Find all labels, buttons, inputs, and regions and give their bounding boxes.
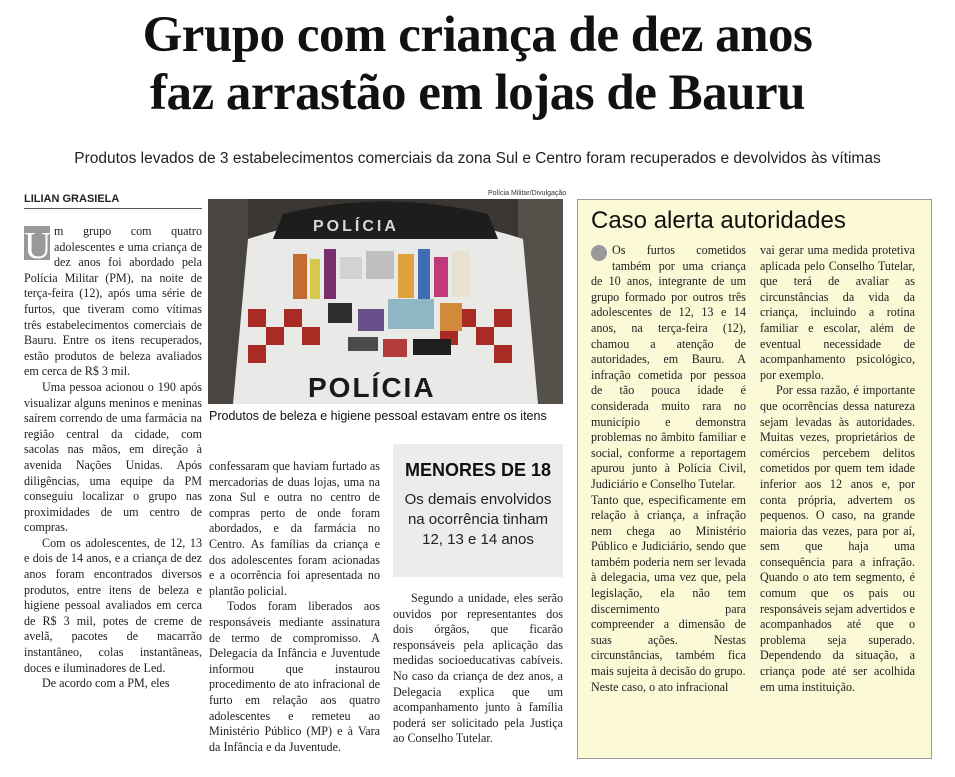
headline-line-1: Grupo com criança de dez anos (142, 7, 813, 63)
paragraph: Neste caso, o ato infracional (591, 679, 729, 694)
photo-credit: Polícia Militar/Divulgação (488, 190, 567, 197)
headline-line-2: faz arrastão em lojas de Bauru (150, 65, 805, 121)
paragraph (24, 224, 202, 380)
paragraph-text: m grupo com quatro adolescentes e uma criança de dez anos foi abordado pela Polícia Militar (PM), na noite de terça-feira (12), após uma série de furtos, que tiveram como vítimas três estabelecimentos comerciais de Bauru. Entre os itens recuperados, estão produtos de beleza avaliados em cerca de R$ 3 mil. (24, 224, 202, 379)
paragraph: Todos foram liberados aos responsáveis mediante assinatura de termo de compromisso. A Delegacia da Infância e Juventude informou que instaurou procedimento de ato infracional de furto em relação aos quatro adolescentes e remeteu ao Ministério Público (MP) e à Vara da Infância e da Juventude. (209, 599, 380, 754)
callout-box (393, 444, 563, 577)
car-windshield-text: POLÍCIA (313, 218, 399, 235)
sidebar-title: Caso alerta autoridades (591, 207, 846, 234)
headline (0, 6, 955, 122)
police-car-photo (208, 199, 563, 404)
paragraph: Uma pessoa acionou o 190 após visualizar alguns meninos e meninas saírem correndo de uma farmácia na região central da cidade, com sacolas nas mãos, em direção à avenida Nações Unidas. Após diligências, uma equipe da PM conseguiu localizar o grupo nas proximidades de um centro de compras. (24, 379, 202, 535)
callout-title: MENORES DE 18 (404, 460, 552, 480)
sidebar-column-1 (591, 243, 746, 695)
paragraph: vai gerar uma medida protetiva aplicada pelo Conselho Tutelar, que terá de avaliar as circunstâncias da vida da criança, incluindo a rotina familiar e escolar, além de eventual necessidade de acompanhamento psicológico, por exemplo. (760, 243, 915, 382)
callout-body: Os demais envolvidos na ocorrência tinham 12, 13 e 14 anos (404, 491, 552, 548)
paragraph: Segundo a unidade, eles serão ouvidos por representantes dos dois órgãos, que ficarão responsáveis pela aplicação das medidas socioeducativas cabíveis. No caso da criança de dez anos, a Delegacia explica que um acompanhamento junto à família poderá ser solicitado pela Justiça ao Conselho Tutelar. (393, 591, 563, 746)
paragraph: Com os adolescentes, de 12, 13 e dois de 14 anos, e a criança de dez anos foram encontrados diversos produtos, entre itens de beleza e higiene pessoal avaliados em cerca de R$ 3 mil, potes de creme de avelã, pacotes de macarrão instantâneo, colas instantâneas, doces e iluminadores de Led. (24, 535, 202, 675)
article-column-3 (393, 591, 563, 747)
paragraph: De acordo com a PM, eles (42, 676, 170, 691)
byline-rule (24, 208, 202, 209)
paragraph: confessaram que haviam furtado as mercadorias de duas lojas, uma na zona Sul e outra no centro de compras perto de onde foram abordados, e da farmácia no Centro. As famílias da criança e dos adolescentes foram acionadas e a ocorrência foi apresentada no plantão policial. (209, 459, 380, 598)
paragraph: Tanto que, especificamente em relação à criança, a infração nem chega ao Ministério Público e Judiciário, sendo que também poderia nem ser levada à delegacia, uma vez que, pela legislação, ela não tem discernimento para compreender a dimensão de suas ações. Nestas circunstâncias, também fica mais sujeita à decisão do grupo. (591, 492, 746, 679)
photo-illustration (208, 199, 563, 404)
article-column-2 (209, 459, 380, 755)
paragraph-text: Os furtos cometidos também por uma criança de 10 anos, integrante de um grupo formado por outros três adolescentes de 12, 13 e 14 anos, na terça-feira (12), chamou a atenção de autoridades, em Bauru. A infração cometida por pessoa de tão pouca idade é considerada muito rara no município e demonstra problemas no âmbito familiar e social, conforme a reportagem apurou junto à Polícia Civil, Judiciário e Conselho Tutelar. (591, 243, 746, 491)
subheadline: Produtos levados de 3 estabelecimentos comerciais da zona Sul e Centro foram recuperados e devolvidos às vítimas (74, 150, 881, 167)
sidebar-column-2 (760, 243, 915, 695)
bullet-icon (591, 245, 607, 261)
paragraph: Por essa razão, é importante que ocorrências dessa natureza sejam levadas às autoridades. Muitas vezes, proprietários de comércios percebem delitos cometidos por quem tem idade inferior aos 12 anos e, por conta própria, advertem os pequenos. O caso, na grande maioria das vezes, para por aí, sem que haja uma consequência para a infração. Quando o ato tem segmento, é comum que os pais ou responsáveis sejam advertidos e acompanhados até que o problema seja superado. Dependendo da situação, a criança pode até ser acolhida em uma instituição. (760, 383, 915, 694)
drop-cap: U (24, 225, 52, 267)
paragraph (591, 243, 746, 493)
car-hood-text: POLÍCIA (308, 372, 436, 403)
byline: LILIAN GRASIELA (24, 193, 120, 205)
article-column-1 (24, 224, 202, 692)
photo-caption: Produtos de beleza e higiene pessoal estavam entre os itens (209, 409, 547, 423)
